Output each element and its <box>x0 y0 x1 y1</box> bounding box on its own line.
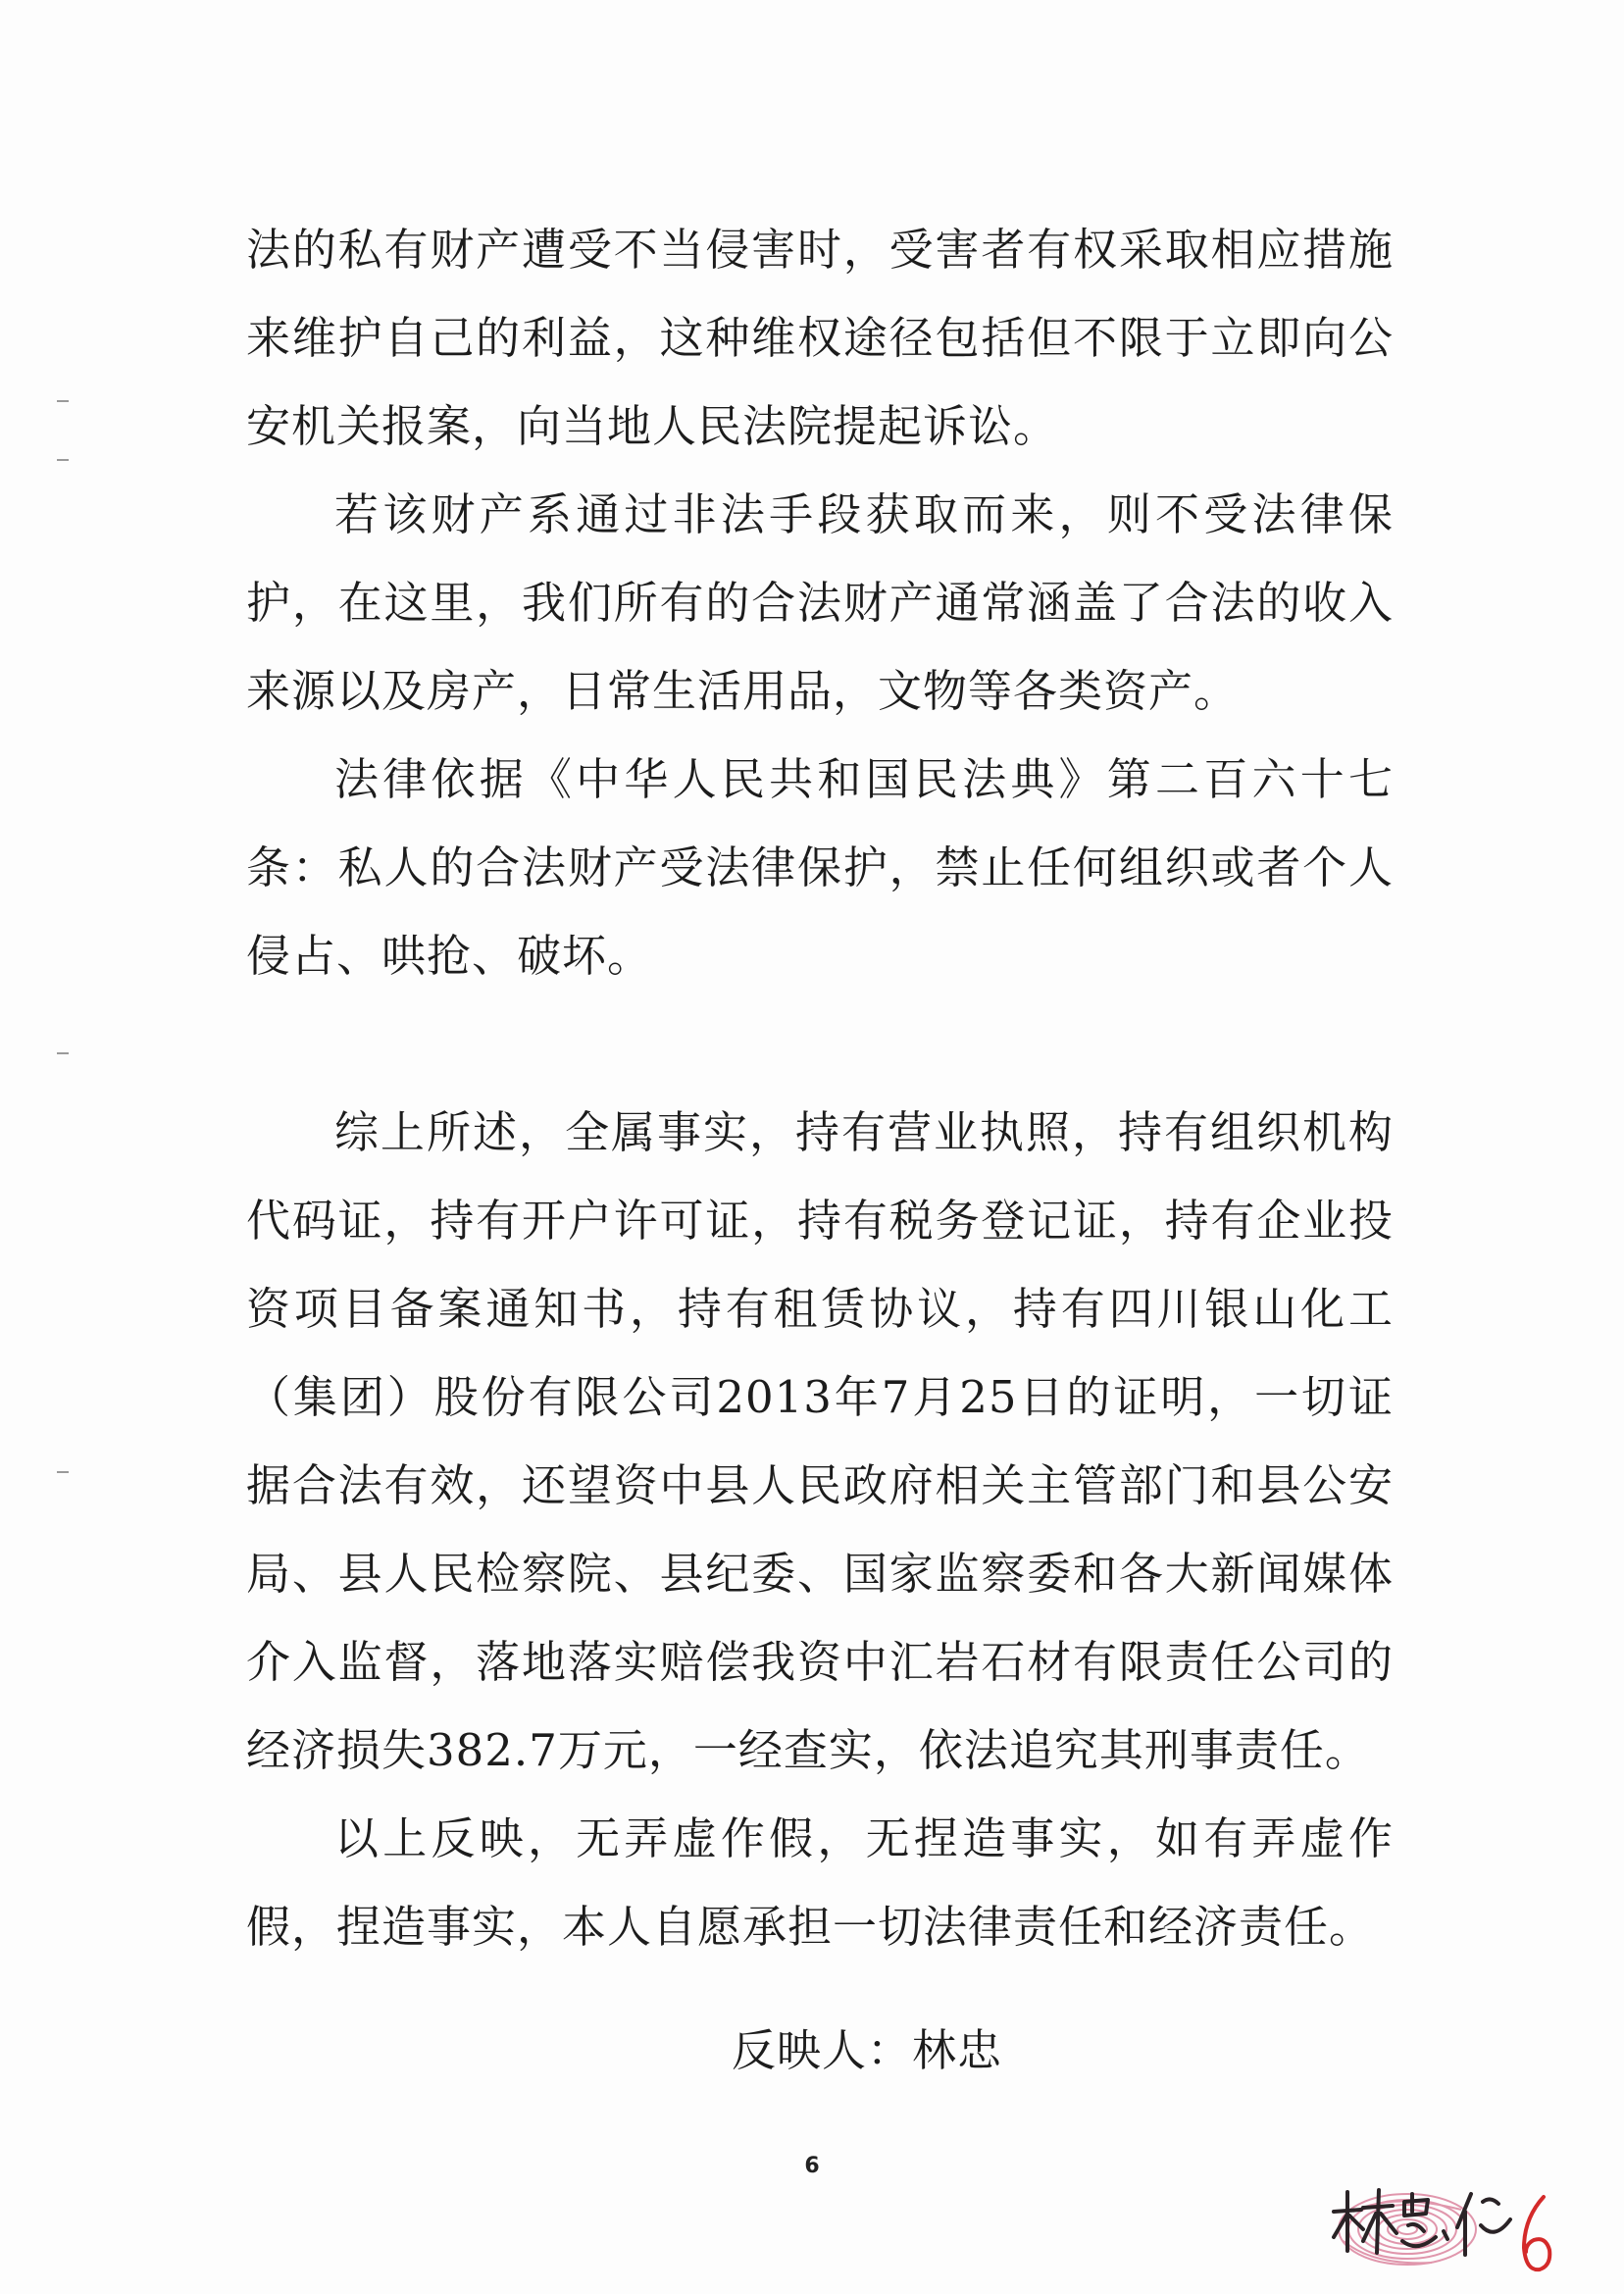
paragraph-illegal-property: 若该财产系通过非法手段获取而来，则不受法律保护，在这里，我们所有的合法财产通常涵盖了合法的收入来源以及房产，日常生活用品，文物等各类资产。 <box>246 488 1394 717</box>
paragraph-continuation: 法的私有财产遭受不当侵害时，受害者有权采取相应措施来维护自己的利益，这种维权途径包括但不限于立即向公安机关报案，向当地人民法院提起诉讼。 <box>246 224 1394 452</box>
paragraph-legal-basis: 法律依据《中华人民共和国民法典》第二百六十七条：私人的合法财产受法律保护，禁止任何组织或者个人侵占、哄抢、破坏。 <box>246 753 1394 982</box>
paragraph-summary: 综上所述，全属事实，持有营业执照，持有组织机构代码证，持有开户许可证，持有税务登记证，持有企业投资项目备案通知书，持有租赁协议，持有四川银山化工（集团）股份有限公司2013年7月25日的证明，一切证据合法有效，还望资中县人民政府相关主管部门和县公安局、县人民检察院、县纪委、国家监察委和各大新闻媒体介入监督，落地落实赔偿我资中汇岩石材有限责任公司的经济损失382.7万元，一经查实，依法追究其刑事责任。 <box>246 1106 1394 1776</box>
paragraph-declaration: 以上反映，无弄虚作假，无捏造事实，如有弄虚作假，捏造事实，本人自愿承担一切法律责任和经济责任。 <box>246 1812 1394 1953</box>
page-number: 6 <box>804 2154 820 2178</box>
scan-artifact-mark <box>57 1052 69 1054</box>
signer-line: 反映人：林忠 <box>732 2024 1003 2076</box>
scan-artifact-mark <box>57 459 69 461</box>
handwritten-page-number <box>1516 2189 1555 2277</box>
fingerprint-stamp <box>1339 2194 1476 2265</box>
paragraph-gap <box>246 1000 1394 1089</box>
scan-artifact-mark <box>57 1471 69 1473</box>
document-body <box>246 206 1394 1971</box>
scan-artifact-mark <box>57 400 69 402</box>
